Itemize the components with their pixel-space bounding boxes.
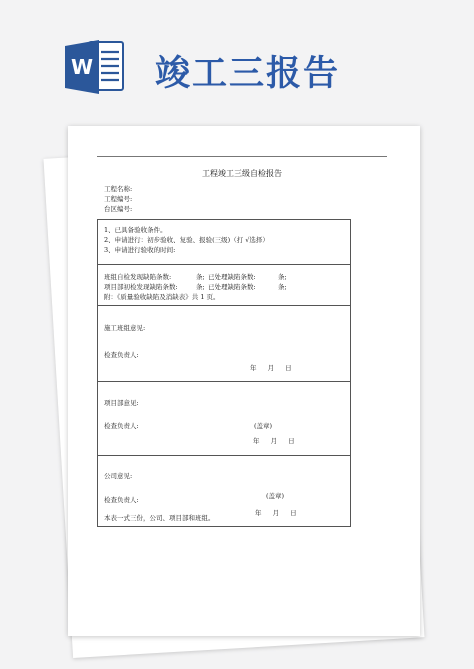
team-inspector-label: 检查负责人:: [104, 351, 139, 359]
project-opinion-section: [98, 381, 350, 455]
team-handled-label: 已处理缺陷条数:: [208, 273, 256, 281]
request-line-2: 2、申请进行：初步验收、复验、报验(三级)（打 √选择）: [104, 236, 269, 244]
document-title: 工程竣工三级自检报告: [202, 169, 282, 178]
team-date: 年 月 日: [250, 364, 292, 372]
project-name-label: 工程名称:: [104, 185, 133, 193]
header-rule: [97, 156, 387, 157]
team-handled-unit: 条;: [278, 273, 287, 281]
defects-section: [98, 264, 350, 305]
team-defects-label: 班组自检发现缺陷条数:: [104, 273, 172, 281]
project-opinion-label: 项目部意见:: [104, 399, 139, 407]
document-page: [68, 126, 420, 636]
project-defects-label: 项目部初检发现缺陷条数:: [104, 283, 178, 291]
project-number-label: 工程编号:: [104, 195, 133, 203]
attachment-note: 附：《质量验收缺陷及消缺表》共 1 页。: [104, 293, 220, 301]
banner: [0, 0, 474, 118]
request-line-1: 1、已具备验收条件。: [104, 226, 167, 234]
project-handled-label: 已处理缺陷条数:: [208, 283, 256, 291]
project-handled-unit: 条;: [278, 283, 287, 291]
project-inspector-label: 检查负责人:: [104, 422, 139, 430]
company-seal: (盖章): [266, 492, 285, 500]
page-title: 竣工三报告: [155, 54, 341, 94]
project-seal: (盖章): [254, 422, 273, 430]
area-number-label: 台区编号:: [104, 205, 133, 213]
team-defects-unit: 条;: [196, 273, 205, 281]
project-defects-unit: 条;: [196, 283, 205, 291]
project-date: 年 月 日: [253, 437, 295, 445]
svg-text:W: W: [70, 55, 94, 79]
word-document-icon: [63, 38, 127, 96]
request-line-3: 3、申请进行验收的时间:: [104, 246, 176, 254]
company-date: 年 月 日: [255, 509, 297, 517]
company-opinion-label: 公司意见:: [104, 472, 133, 480]
footer-note: 本表一式三份，公司、项目部和班组。: [104, 514, 215, 522]
team-opinion-section: [98, 305, 350, 381]
company-inspector-label: 检查负责人:: [104, 496, 139, 504]
request-section: [98, 220, 350, 264]
team-opinion-label: 施工班组意见:: [104, 324, 146, 332]
report-table: [97, 219, 351, 527]
